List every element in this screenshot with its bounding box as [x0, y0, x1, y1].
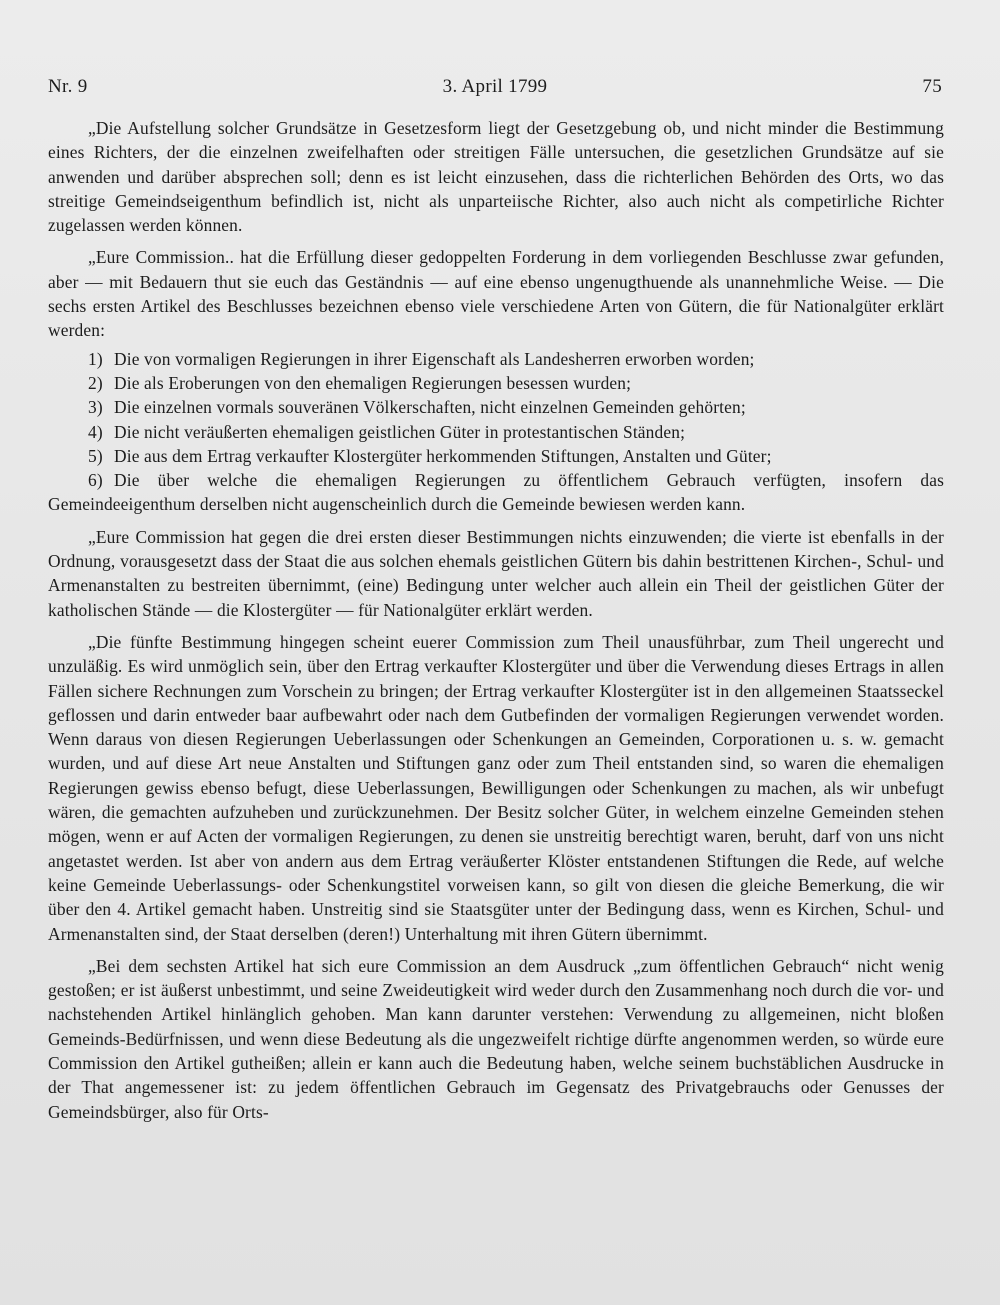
list-item-text: Die einzelnen vormals souveränen Völkerschaften, nicht einzelnen Gemeinden gehörten; — [114, 397, 746, 418]
list-item — [48, 420, 944, 444]
page-number: 75 — [922, 76, 942, 97]
page-header — [48, 76, 942, 104]
list-item-text: Die von vormaligen Regierungen in ihrer Eigenschaft als Landesherren erworben worden; — [114, 348, 755, 369]
paragraph: „Bei dem sechsten Artikel hat sich eure Commission an dem Ausdruck „zum öffentlichen Gebrauch“ nicht wenig gestoßen; er ist äußerst unbestimmt, und seine Zweideutigkeit wird weder durch den Zusammenhang noch durch die vor- und nachstehenden Artikel hinlänglich gehoben. Man kann darunter verstehen: Verwendung zu allgemeinen, nicht bloßen Gemeinds-Bedürfnissen, und wenn diese Bedeutung als die ungezweifelt richtige dürfte angenommen werden, so würde eure Commission den Artikel gutheißen; allein er kann auch die Bedeutung haben, welche seinem buchstäblichen Ausdrucke in der That angemessener ist: zu jedem öffentlichen Gebrauch im Gegensatz des Privatgebrauchs oder Genusses der Gemeindsbürger, also für Orts- — [48, 955, 944, 1122]
list-item — [48, 347, 944, 371]
list-item-text: Die nicht veräußerten ehemaligen geistlichen Güter in protestantischen Ständen; — [114, 421, 686, 442]
list-item-text: Die als Eroberungen von den ehemaligen Regierungen besessen wurden; — [114, 372, 632, 393]
list-item-text: Die aus dem Ertrag verkaufter Klostergüter herkommenden Stiftungen, Anstalten und Güter; — [114, 445, 772, 466]
issue-number: Nr. 9 — [48, 76, 88, 97]
paragraph: „Eure Commission.. hat die Erfüllung dieser gedoppelten Forderung in dem vorliegenden Beschlusse zwar gefunden, aber — mit Bedauern thut sie euch das Geständnis — auf eine ebenso ungenugthuende als unannehmliche Weise. — Die sechs ersten Artikel des Beschlusses bezeichnen ebenso viele verschiedene Arten von Gütern, die für Nationalgüter erklärt werden: — [48, 247, 944, 341]
list-item-number: 6) — [88, 470, 103, 491]
page-body — [48, 116, 944, 1132]
list-item-number: 5) — [88, 445, 103, 466]
paragraph: „Die Aufstellung solcher Grundsätze in Gesetzesform liegt der Gesetzgebung ob, und nicht minder die Bestimmung eines Richters, der die einzelnen zweifelhaften oder streitigen Fälle untersuchen, die gesetzlichen Grundsätze auf sie anwenden und darüber absprechen soll; denn es ist leicht einzusehen, dass die richterlichen Behörden des Orts, wo das streitige Gemeindseigenthum befindlich ist, nicht als unparteiische Richter, also auch nicht als competirliche Richter zugelassen werden können. — [48, 118, 944, 236]
paragraph: „Die fünfte Bestimmung hingegen scheint euerer Commission zum Theil unausführbar, zum Theil ungerecht und unzuläßig. Es wird unmöglich sein, über den Ertrag verkaufter Klostergüter und über die Verwendung dieses Ertrags in allen Fällen sichere Rechnungen zum Vorschein zu bringen; der Ertrag verkaufter Klostergüter ist in den allgemeinen Staatsseckel geflossen und darin entweder baar aufbewahrt oder nach dem Gutbefinden der vormaligen Regierungen verwendet worden. Wenn daraus von diesen Regierungen Ueberlassungen oder Schenkungen an Gemeinden, Corporationen u. s. w. gemacht wurden, und auf diese Art neue Anstalten und Stiftungen ganz oder zum Theil entstanden sind, so waren die ehemaligen Regierungen gewiss ebenso befugt, diese Ueberlassungen, Bewilligungen oder Schenkungen zu machen, als wir unbefugt wären, die gemachten aufzuheben und zurückzunehmen. Der Besitz solcher Güter, in welchem einzelne Gemeinden stehen mögen, wenn er auf Acten der vormaligen Regierungen, zu denen sie unstreitig berechtigt waren, beruht, darf von uns nicht angetastet werden. Ist aber von andern aus dem Ertrag veräußerter Klöster entstandenen Stiftungen die Rede, auf welche keine Gemeinde Ueberlassungs- oder Schenkungstitel vorweisen kann, so gilt von diesen die gleiche Bemerkung, die wir über den 4. Artikel gemacht haben. Unstreitig sind sie Staatsgüter unter der Bedingung dass, wenn es Kirchen, Schul- und Armenanstalten sind, der Staat derselben (deren!) Unterhaltung mit ihren Gütern übernimmt. — [48, 631, 944, 944]
list-item — [48, 444, 944, 468]
list-item-text: Die über welche die ehemaligen Regierungen zu öffentlichem Gebrauch verfügten, insofern das Gemeindeeigenthum derselben nicht augenscheinlich durch die Gemeinde bewiesen werden kann. — [48, 470, 944, 515]
paragraph: „Eure Commission hat gegen die drei ersten dieser Bestimmungen nichts einzuwenden; die vierte ist ebenfalls in der Ordnung, vorausgesetzt dass der Staat die aus solchen ehemals geistlichen Gütern bis dahin bestrittenen Kirchen-, Schul- und Armenanstalten zu bestreiten übernimmt, (eine) Bedingung unter welcher auch allein ein Theil der geistlichen Güter der katholischen Stände — die Klostergüter — für Nationalgüter erklärt werden. — [48, 526, 944, 620]
list-item-number: 4) — [88, 421, 103, 442]
list-item — [48, 468, 944, 517]
header-date: 3. April 1799 — [442, 76, 548, 97]
list-item-number: 2) — [88, 372, 103, 393]
list-item — [48, 395, 944, 419]
list-item-number: 3) — [88, 397, 103, 418]
article-list — [48, 347, 944, 517]
list-item-number: 1) — [88, 348, 103, 369]
list-item — [48, 371, 944, 395]
